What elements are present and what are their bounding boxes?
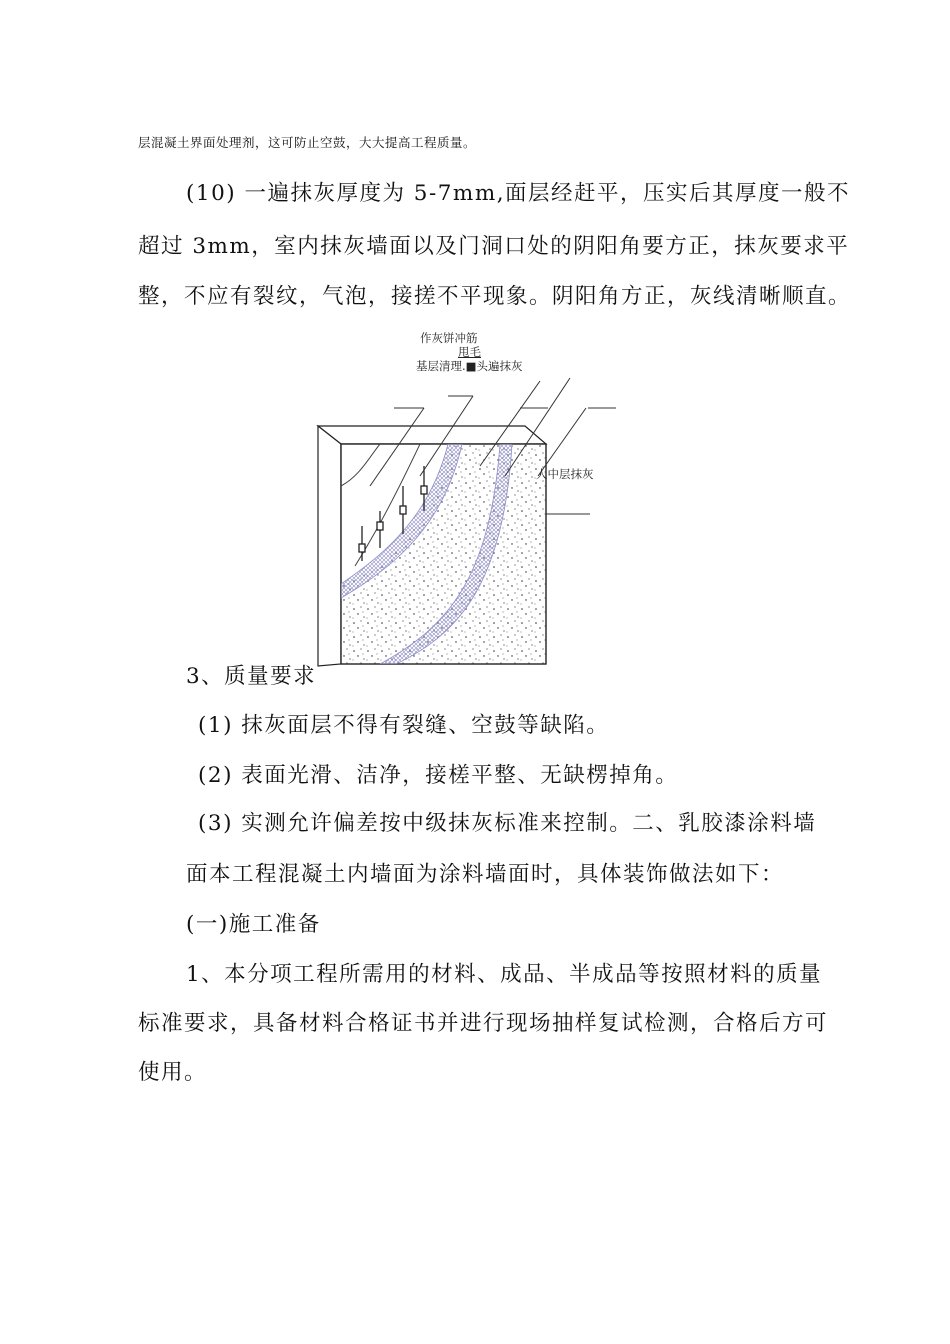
- plastering-layers-figure: [310, 326, 630, 682]
- top-fragment-text: 层混凝土界面处理剂，这可防止空鼓，大大提高工程质量。: [138, 135, 477, 150]
- para1-line-3: 使用。: [138, 1060, 208, 1085]
- label-middle-coat: 人中层抹灰: [536, 467, 594, 481]
- section-one-title: (一)施工准备: [186, 912, 321, 937]
- label-base-clean: 基层清理.■头遍抹灰: [416, 359, 523, 373]
- para10-line-3: 整，不应有裂纹，气泡，接搓不平现象。阴阳角方正，灰线清晰顺直。: [138, 284, 852, 309]
- para1-line-2: 标准要求，具备材料合格证书并进行现场抽样复试检测，合格后方可: [138, 1011, 829, 1036]
- plastering-layers-diagram: [310, 326, 630, 682]
- item-2: (2) 表面光滑、洁净，接槎平整、无缺楞掉角。: [198, 763, 679, 788]
- para10-line-1: (10) 一遍抹灰厚度为 5-7mm,面层经赶平，压实后其厚度一般不: [186, 181, 851, 206]
- section3-title: 3、质量要求: [186, 664, 317, 689]
- label-roughen: 甩毛: [458, 345, 481, 359]
- item-1: (1) 抹灰面层不得有裂缝、空鼓等缺陷。: [198, 713, 610, 738]
- continuation-line: 面本工程混凝土内墙面为涂料墙面时，具体装饰做法如下：: [186, 862, 785, 887]
- label-ash-cake: 作灰饼冲筋: [420, 331, 478, 345]
- para10-line-2: 超过 3mm，室内抹灰墙面以及门洞口处的阴阳角要方正，抹灰要求平: [138, 234, 850, 259]
- para1-line-1: 1、本分项工程所需用的材料、成品、半成品等按照材料的质量: [186, 962, 823, 987]
- item-3: (3) 实测允许偏差按中级抹灰标准来控制。二、乳胶漆涂料墙: [198, 811, 817, 836]
